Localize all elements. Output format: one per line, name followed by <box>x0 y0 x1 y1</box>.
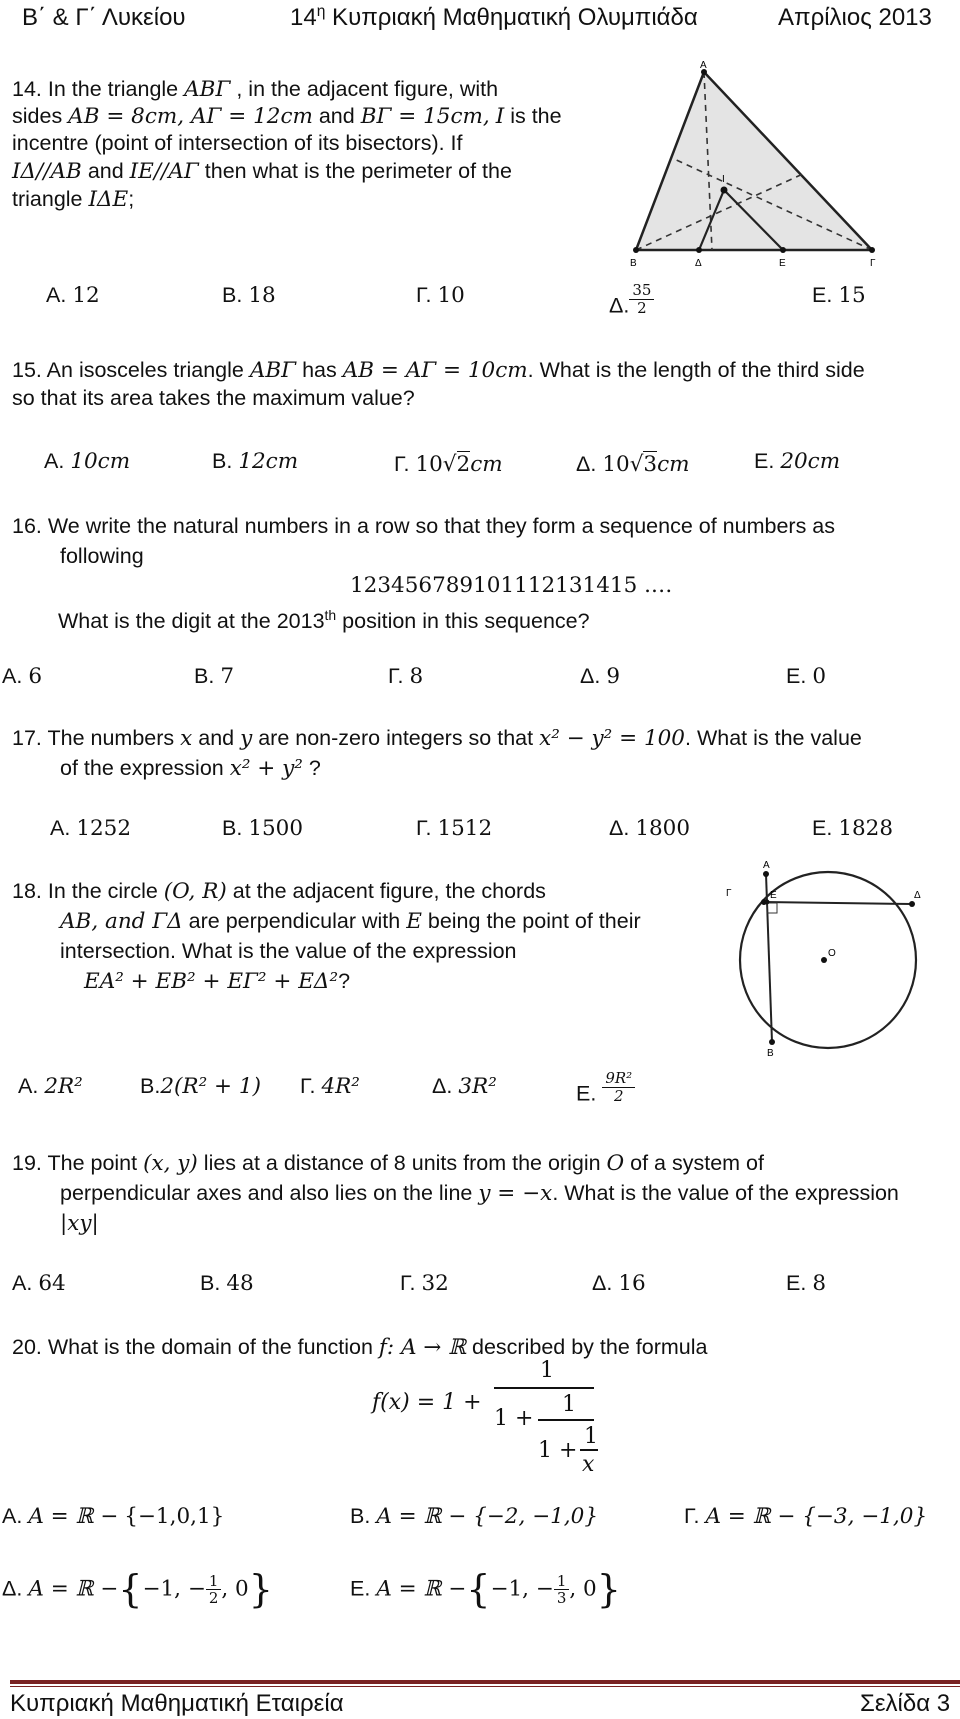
q14-option-c[interactable]: Γ. 10 <box>416 283 465 308</box>
q15-option-c[interactable]: Γ. 10√2cm <box>394 452 503 477</box>
formula-bar1 <box>494 1387 594 1389</box>
q16-option-c[interactable]: Γ. 8 <box>388 664 424 689</box>
formula-fx: f(x) = 1 + <box>372 1390 482 1415</box>
circle-label-b: Β <box>767 1048 774 1059</box>
q20-option-c[interactable]: Γ. A = ℝ − {−3, −1,0} <box>684 1504 928 1529</box>
q14-line2: sides AB = 8cm, AΓ = 12cm and BΓ = 15cm, I is the <box>12 104 562 129</box>
q19-option-a[interactable]: Α. 64 <box>12 1271 66 1296</box>
q17-option-b[interactable]: Β. 1500 <box>222 816 304 841</box>
q18-line4: EA² + EB² + EΓ² + EΔ²? <box>84 969 351 994</box>
q18-line1: 18. In the circle (O, R) at the adjacent figure, the chords <box>12 879 546 904</box>
q17-line2: of the expression x² + y² ? <box>60 756 321 781</box>
footer-right: Σελίδα 3 <box>860 1690 951 1717</box>
formula-num3: 1 <box>584 1424 598 1449</box>
q17-option-c[interactable]: Γ. 1512 <box>416 816 493 841</box>
q19-line2: perpendicular axes and also lies on the line y = −x. What is the value of the expression <box>60 1181 899 1206</box>
q19-option-e[interactable]: Ε. 8 <box>786 1271 826 1296</box>
formula-onep1: 1 + <box>494 1406 534 1431</box>
label-e: Ε <box>779 258 786 269</box>
label-a: Α <box>700 60 707 71</box>
q20-option-a[interactable]: Α. A = ℝ − {−1,0,1} <box>2 1504 225 1529</box>
q16-sequence: 123456789101112131415 .… <box>350 573 673 598</box>
q18-option-e[interactable]: Ε. $\frac{\text{9R²}}{2}$ <box>576 1070 635 1109</box>
q20-option-b[interactable]: Β. A = ℝ − {−2, −1,0} <box>350 1504 598 1529</box>
triangle-abg <box>636 72 872 250</box>
q18-option-d[interactable]: Δ. 3R² <box>432 1074 497 1099</box>
header-right: Απρίλιος 2013 <box>778 4 932 31</box>
header-center: $14^\eta$ Κυπριακή Μαθηματική Ολυμπιάδα <box>290 3 698 31</box>
q14-line4: IΔ//AB and IE//AΓ then what is the perimeter of the <box>12 159 512 184</box>
header-left: Β΄ & Γ΄ Λυκείου <box>22 4 186 31</box>
q19-option-b[interactable]: Β. 48 <box>200 1271 254 1296</box>
q15-line1: 15. An isosceles triangle ΑΒΓ has AB = AΓ = 10cm. What is the length of the third side <box>12 358 865 383</box>
q18-option-c[interactable]: Γ. 4R² <box>300 1074 360 1099</box>
q14-line5: triangle IΔE; <box>12 187 135 212</box>
label-i: I <box>722 174 725 185</box>
q17-option-e[interactable]: Ε. 1828 <box>812 816 894 841</box>
circle-label-a: Α <box>763 860 770 871</box>
q20-line1: 20. What is the domain of the function f: A → ℝ described by the formula <box>12 1335 708 1360</box>
q20-option-d[interactable]: Δ. A = ℝ −{−1, − $\frac{1}{2}$ , 0} <box>2 1567 273 1611</box>
q18-line2: AB, and ΓΔ are perpendicular with E being the point of their <box>60 909 641 934</box>
footer-rule-thin <box>10 1686 960 1687</box>
circle-label-e: Ε <box>770 890 777 901</box>
circle-label-o: O <box>828 948 836 959</box>
q14-option-e[interactable]: Ε. 15 <box>812 283 866 308</box>
label-g: Γ <box>870 258 876 269</box>
circle-label-g: Γ <box>726 888 732 899</box>
q19-line1: 19. The point (x, y) lies at a distance of 8 units from the origin O of a system of <box>12 1151 764 1176</box>
triangle-figure <box>620 60 880 270</box>
formula-num2: 1 <box>562 1392 576 1417</box>
q14-line3: incentre (point of intersection of its bisectors). If <box>12 131 463 155</box>
q17-option-a[interactable]: Α. 1252 <box>50 816 132 841</box>
formula-num1: 1 <box>540 1358 554 1383</box>
q14-option-d[interactable]: Δ. $\frac{35}{2}$ <box>609 282 654 321</box>
q18-line3: intersection. What is the value of the expression <box>60 939 517 963</box>
circle-figure <box>716 860 956 1060</box>
q18-option-b[interactable]: Β.2(R² + 1) <box>140 1074 261 1099</box>
q17-option-d[interactable]: Δ. 1800 <box>609 816 691 841</box>
label-d: Δ <box>695 258 702 269</box>
q16-line2: following <box>60 544 144 568</box>
q15-option-a[interactable]: Α. 10cm <box>44 449 131 474</box>
q16-line1: 16. We write the natural numbers in a row so that they form a sequence of numbers as <box>12 514 835 538</box>
q15-option-e[interactable]: Ε. 20cm <box>754 449 841 474</box>
label-b: Β <box>630 258 637 269</box>
q18-option-a[interactable]: Α. 2R² <box>18 1074 83 1099</box>
q14-option-a[interactable]: Α. 12 <box>46 283 100 308</box>
q16-option-e[interactable]: Ε. 0 <box>786 664 826 689</box>
circle-label-d: Δ <box>914 890 921 901</box>
footer-left: Κυπριακή Μαθηματική Εταιρεία <box>10 1690 344 1717</box>
q17-line1: 17. The numbers x and y are non-zero integers so that x² − y² = 100. What is the value <box>12 726 862 751</box>
right-angle-mark <box>767 903 777 913</box>
chord-gd <box>764 902 912 904</box>
q15-line2: so that its area takes the maximum value? <box>12 386 415 410</box>
formula-bar2 <box>538 1419 594 1421</box>
q15-option-d[interactable]: Δ. 10√3cm <box>576 452 690 477</box>
q19-option-d[interactable]: Δ. 16 <box>592 1271 646 1296</box>
q15-option-b[interactable]: Β. 12cm <box>212 449 299 474</box>
q16-option-d[interactable]: Δ. 9 <box>580 664 621 689</box>
q20-option-e[interactable]: Ε. A = ℝ −{−1, − $\frac{1}{3}$ , 0} <box>350 1567 621 1611</box>
q16-option-a[interactable]: Α. 6 <box>2 664 42 689</box>
q14-option-b[interactable]: Β. 18 <box>222 283 276 308</box>
footer-rule-thick <box>10 1680 960 1684</box>
q16-line4: What is the digit at the 2013th position in this sequence? <box>58 607 590 634</box>
q19-line3: |xy| <box>60 1211 99 1236</box>
formula-onep2: 1 + <box>538 1438 578 1463</box>
formula-x: x <box>582 1452 595 1477</box>
q16-option-b[interactable]: Β. 7 <box>194 664 234 689</box>
q19-option-c[interactable]: Γ. 32 <box>400 1271 449 1296</box>
q14-line1: 14. In the triangle ΑΒΓ , in the adjacent figure, with <box>12 77 499 102</box>
